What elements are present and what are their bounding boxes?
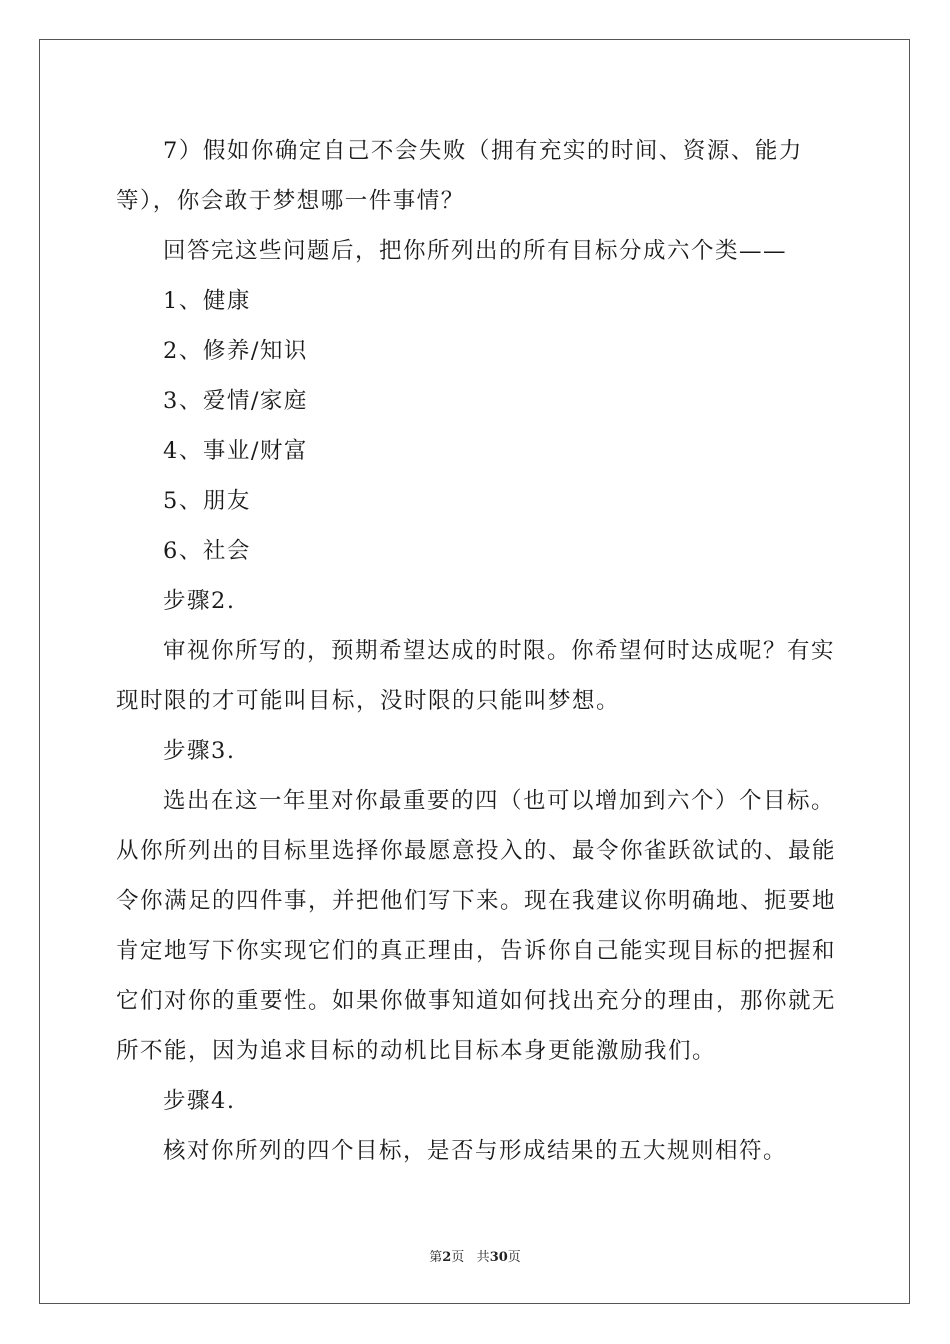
list-item-knowledge: 2、修养/知识 bbox=[163, 338, 308, 364]
list-item-family: 3、爱情/家庭 bbox=[163, 388, 308, 414]
page-suffix: 页 bbox=[451, 1250, 465, 1265]
list-item-society: 6、社会 bbox=[163, 538, 251, 564]
step-2-body: 审视你所写的，预期希望达成的时限。你希望何时达成呢？有实现时限的才可能叫目标，没时限的只能叫梦想。 bbox=[116, 638, 836, 714]
list-item-friends: 5、朋友 bbox=[163, 488, 251, 514]
document-body bbox=[116, 126, 836, 1176]
total-prefix: 共 bbox=[476, 1250, 490, 1265]
step-4-body: 核对你所列的四个目标，是否与形成结果的五大规则相符。 bbox=[163, 1138, 788, 1164]
step-2-heading: 步骤2. bbox=[163, 588, 236, 614]
page-footer bbox=[0, 1246, 950, 1265]
step-4-heading: 步骤4. bbox=[163, 1088, 236, 1114]
total-suffix: 页 bbox=[507, 1250, 521, 1265]
total-pages: 30 bbox=[489, 1250, 508, 1265]
step-3-heading: 步骤3. bbox=[163, 738, 236, 764]
page-prefix: 第 bbox=[429, 1250, 443, 1265]
paragraph-intro-categories: 回答完这些问题后，把你所列出的所有目标分成六个类—— bbox=[163, 238, 788, 264]
page-number: 2 bbox=[442, 1250, 452, 1265]
paragraph-q7: 7）假如你确定自己不会失败（拥有充实的时间、资源、能力等），你会敢于梦想哪一件事情？ bbox=[116, 138, 803, 214]
step-3-body: 选出在这一年里对你最重要的四（也可以增加到六个）个目标。从你所列出的目标里选择你最愿意投入的、最令你雀跃欲试的、最能令你满足的四件事，并把他们写下来。现在我建议你明确地、扼要地肯定地写下你实现它们的真正理由，告诉你自己能实现目标的把握和它们对你的重要性。如果你做事知道如何找出充分的理由，那你就无所不能，因为追求目标的动机比目标本身更能激励我们。 bbox=[116, 788, 837, 1064]
list-item-health: 1、健康 bbox=[163, 288, 251, 314]
list-item-career: 4、事业/财富 bbox=[163, 438, 308, 464]
